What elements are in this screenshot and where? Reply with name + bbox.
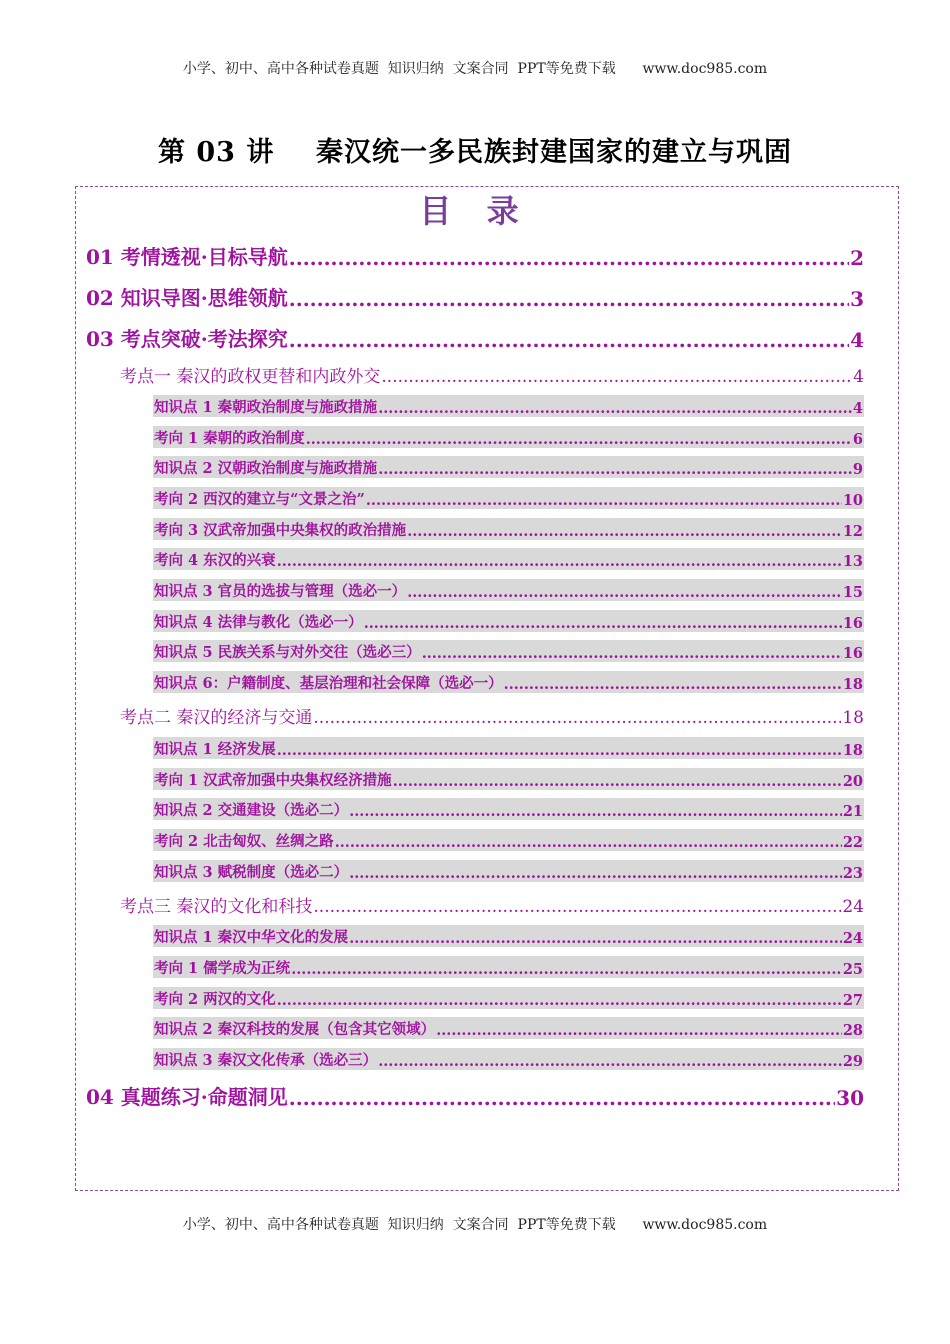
- toc-entry[interactable]: [120, 361, 864, 387]
- toc-leader-dots: [306, 431, 852, 448]
- toc-heading: 目 录: [419, 192, 531, 230]
- toc-leader-dots: [381, 367, 852, 387]
- toc-entry-title: 知识点 1 经济发展: [154, 741, 276, 758]
- toc-entry-page: 10: [842, 492, 863, 509]
- toc-entry[interactable]: [86, 1080, 864, 1110]
- toc-entry[interactable]: [153, 640, 864, 662]
- toc-entry-title: 知识点 2 秦汉科技的发展（包含其它领域）: [154, 1021, 436, 1038]
- toc-leader-dots: [378, 1053, 842, 1070]
- toc-entry[interactable]: [153, 671, 864, 693]
- toc-entry[interactable]: [120, 702, 864, 728]
- toc-entry-page: 16: [842, 645, 863, 662]
- toc-leader-dots: [504, 676, 842, 693]
- toc-entry[interactable]: [153, 456, 864, 478]
- toc-entry-page: 3: [850, 287, 864, 311]
- toc-entry-title: 考向 2 西汉的建立与“文景之治”: [154, 491, 365, 508]
- toc-entry-page: 20: [842, 773, 863, 790]
- toc-entry-page: 13: [842, 553, 863, 570]
- toc-entry-title: 考向 1 秦朝的政治制度: [154, 430, 305, 447]
- toc-entry-page: 16: [842, 615, 863, 632]
- toc-entry-page: 21: [842, 803, 863, 820]
- toc-entry-title: 03 考点突破·考法探究: [86, 327, 288, 351]
- toc-entry-title: 知识点 4 法律与教化（选必一）: [154, 614, 363, 631]
- toc-entry[interactable]: [86, 322, 864, 352]
- toc-entry-page: 4: [852, 400, 863, 417]
- toc-entry-title: 知识点 3 赋税制度（选必二）: [154, 864, 349, 881]
- toc-entry-title: 考向 2 北击匈奴、丝绸之路: [154, 833, 334, 850]
- toc-entry[interactable]: [153, 1048, 864, 1070]
- toc-entry-page: 15: [842, 584, 863, 601]
- toc-entry-title: 知识点 5 民族关系与对外交往（选必三）: [154, 644, 421, 661]
- toc-entry-page: 2: [850, 246, 864, 270]
- toc-entry-page: 24: [842, 897, 864, 917]
- toc-entry[interactable]: [153, 548, 864, 570]
- toc-leader-dots: [289, 246, 849, 270]
- toc-leader-dots: [366, 492, 842, 509]
- toc-entry[interactable]: [153, 987, 864, 1009]
- toc-leader-dots: [335, 834, 842, 851]
- toc-entry-title: 04 真题练习·命题洞见: [86, 1085, 288, 1109]
- toc-entry[interactable]: [153, 426, 864, 448]
- page-header: 小学、初中、高中各种试卷真题 知识归纳 文案合同 PPT等免费下载 www.doc985.com: [182, 61, 768, 77]
- toc-leader-dots: [349, 930, 842, 947]
- toc-entry[interactable]: [153, 925, 864, 947]
- toc-entry-title: 考向 2 两汉的文化: [154, 991, 276, 1008]
- toc-entry[interactable]: [153, 395, 864, 417]
- toc-entry-page: 28: [842, 1022, 863, 1039]
- toc-entry-title: 01 考情透视·目标导航: [86, 245, 288, 269]
- toc-entry-page: 24: [842, 930, 863, 947]
- toc-entry-title: 知识点 1 秦汉中华文化的发展: [154, 929, 349, 946]
- toc-entry[interactable]: [153, 1017, 864, 1039]
- toc-leader-dots: [313, 897, 841, 917]
- toc-entry-page: 18: [842, 708, 864, 728]
- document-title: 第 03 讲 秦汉统一多民族封建国家的建立与巩固: [158, 137, 792, 168]
- toc-entry-title: 考向 4 东汉的兴衰: [154, 552, 276, 569]
- toc-leader-dots: [378, 461, 852, 478]
- toc-entry[interactable]: [86, 281, 864, 311]
- toc-entry-page: 30: [836, 1086, 864, 1110]
- toc-entry[interactable]: [153, 737, 864, 759]
- toc-leader-dots: [364, 615, 842, 632]
- toc-entry-title: 考向 1 儒学成为正统: [154, 960, 291, 977]
- toc-leader-dots: [289, 328, 849, 352]
- toc-leader-dots: [407, 523, 842, 540]
- toc-leader-dots: [349, 865, 842, 882]
- toc-entry[interactable]: [120, 891, 864, 917]
- toc-leader-dots: [277, 992, 842, 1009]
- toc-entry[interactable]: [153, 610, 864, 632]
- toc-entry-page: 12: [842, 523, 863, 540]
- toc-entry-page: 6: [852, 431, 863, 448]
- toc-entry-title: 考点二 秦汉的经济与交通: [120, 708, 313, 728]
- toc-entry[interactable]: [86, 240, 864, 270]
- toc-entry-page: 4: [850, 328, 864, 352]
- page-footer: 小学、初中、高中各种试卷真题 知识归纳 文案合同 PPT等免费下载 www.doc985.com: [182, 1217, 768, 1233]
- toc-entry[interactable]: [153, 518, 864, 540]
- toc-leader-dots: [289, 1086, 835, 1110]
- toc-entry-title: 知识点 1 秦朝政治制度与施政措施: [154, 399, 378, 416]
- toc-entry-page: 22: [842, 834, 863, 851]
- toc-leader-dots: [422, 645, 842, 662]
- toc-entry[interactable]: [153, 829, 864, 851]
- toc-entry-page: 27: [842, 992, 863, 1009]
- toc-entry[interactable]: [153, 579, 864, 601]
- toc-leader-dots: [277, 553, 842, 570]
- toc-entry[interactable]: [153, 956, 864, 978]
- toc-leader-dots: [277, 742, 842, 759]
- toc-leader-dots: [393, 773, 842, 790]
- toc-entry-title: 考点三 秦汉的文化和科技: [120, 897, 313, 917]
- toc-entry[interactable]: [153, 798, 864, 820]
- toc-entry-title: 考向 3 汉武帝加强中央集权的政治措施: [154, 522, 407, 539]
- toc-entry[interactable]: [153, 487, 864, 509]
- toc-leader-dots: [407, 584, 842, 601]
- toc-leader-dots: [436, 1022, 842, 1039]
- toc-entry-page: 4: [853, 367, 864, 387]
- toc-entry-title: 知识点 6：户籍制度、基层治理和社会保障（选必一）: [154, 675, 503, 692]
- toc-entry-title: 知识点 3 秦汉文化传承（选必三）: [154, 1052, 378, 1069]
- toc-entry-title: 知识点 2 交通建设（选必二）: [154, 802, 349, 819]
- toc-entry-page: 23: [842, 865, 863, 882]
- toc-entry-title: 知识点 3 官员的选拔与管理（选必一）: [154, 583, 407, 600]
- toc-entry-title: 02 知识导图·思维领航: [86, 286, 288, 310]
- toc-leader-dots: [313, 708, 841, 728]
- toc-entry-page: 9: [852, 461, 863, 478]
- toc-entry-page: 25: [842, 961, 863, 978]
- toc-entry-title: 知识点 2 汉朝政治制度与施政措施: [154, 460, 378, 477]
- toc-leader-dots: [291, 961, 842, 978]
- toc-entry[interactable]: [153, 860, 864, 882]
- toc-leader-dots: [289, 287, 849, 311]
- toc-entry-page: 18: [842, 676, 863, 693]
- toc-entry-title: 考点一 秦汉的政权更替和内政外交: [120, 367, 381, 387]
- toc-leader-dots: [349, 803, 842, 820]
- toc-entry-page: 29: [842, 1053, 863, 1070]
- toc-entry-page: 18: [842, 742, 863, 759]
- toc-leader-dots: [378, 400, 852, 417]
- toc-entry[interactable]: [153, 768, 864, 790]
- toc-entry-title: 考向 1 汉武帝加强中央集权经济措施: [154, 772, 392, 789]
